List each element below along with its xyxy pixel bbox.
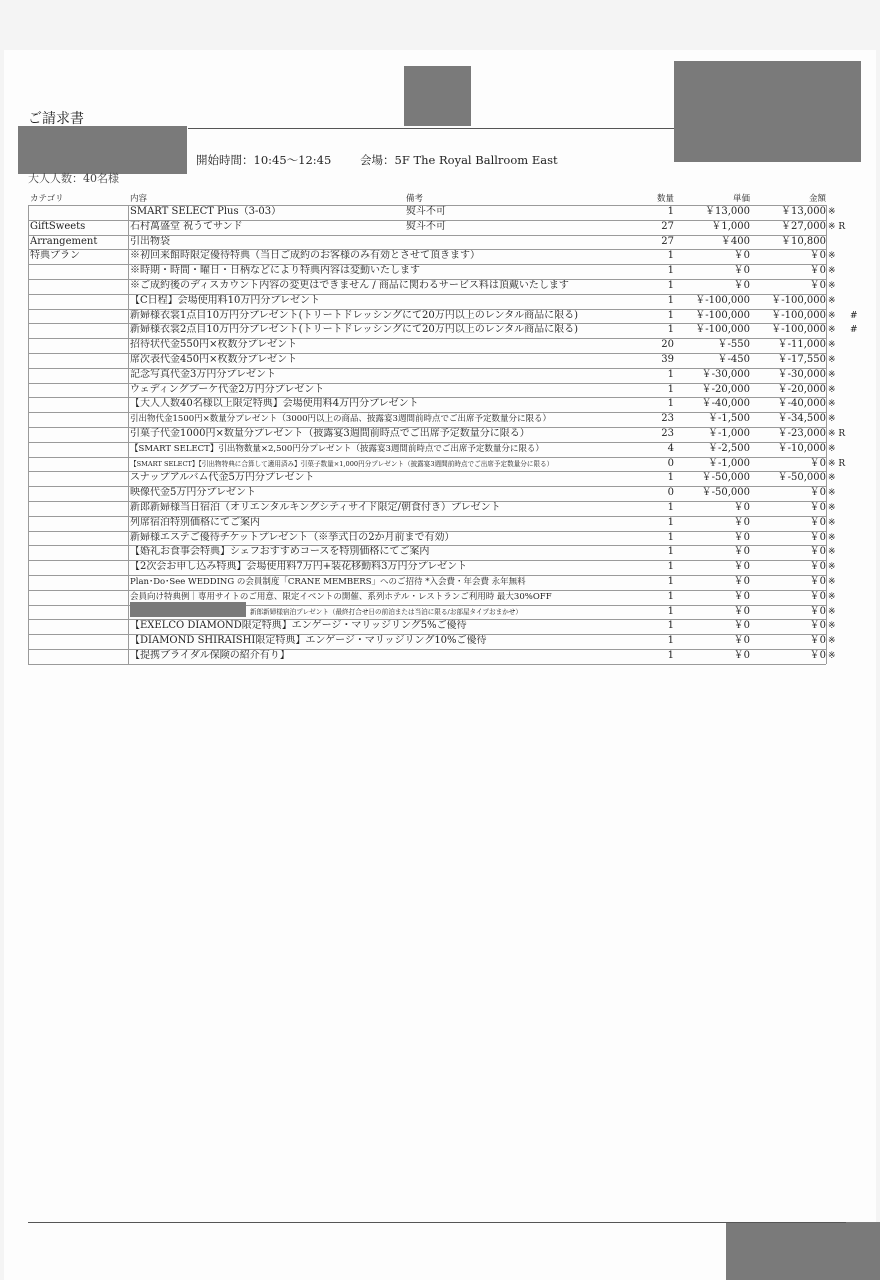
- row-mark: ※: [828, 266, 836, 277]
- row-amount: ￥0: [809, 575, 826, 587]
- header-qty: 数量: [656, 194, 674, 204]
- row-mark: ※: [828, 621, 836, 632]
- table-row: [28, 383, 850, 398]
- row-item: 引出物袋: [130, 235, 170, 247]
- row-flag: #: [850, 310, 858, 321]
- redaction-box-top-center: [404, 66, 471, 126]
- row-mark: ※: [828, 502, 836, 513]
- row-unit-price: ￥-30,000: [701, 368, 750, 380]
- table-row: [28, 575, 850, 590]
- table-row: [28, 501, 850, 516]
- row-item: ※ご成約後のディスカウント内容の変更はできません / 商品に関わるサービス料は頂戴いたします: [130, 279, 569, 291]
- row-amount: ￥27,000: [781, 220, 826, 232]
- row-qty: 1: [667, 635, 674, 647]
- row-qty: 39: [661, 353, 674, 365]
- row-amount: ￥-100,000: [771, 294, 826, 306]
- row-qty: 1: [667, 250, 674, 262]
- row-unit-price: ￥-100,000: [695, 324, 750, 336]
- header-unit: 単価: [732, 194, 750, 204]
- row-amount: ￥0: [809, 487, 826, 499]
- row-item: Plan･Do･See WEDDING の会員制度「CRANE MEMBERS」へのご招待 *入会費・年会費 永年無料: [130, 576, 526, 587]
- row-amount: ￥-20,000: [777, 383, 826, 395]
- row-amount: ￥0: [809, 546, 826, 558]
- row-amount: ￥10,800: [781, 235, 826, 247]
- row-mark: ※: [828, 251, 836, 262]
- table-row: [28, 264, 850, 279]
- row-mark: ※ R: [828, 458, 846, 469]
- row-qty: 1: [667, 294, 674, 306]
- row-mark: ※: [828, 280, 836, 291]
- row-amount: ￥0: [809, 250, 826, 262]
- row-amount: ￥-17,550: [777, 353, 826, 365]
- row-qty: 1: [667, 620, 674, 632]
- redaction-box-top-right: [674, 61, 861, 162]
- row-amount: ￥-100,000: [771, 324, 826, 336]
- row-item: 【提携ブライダル保険の紹介有り】: [130, 649, 290, 661]
- row-item: 【EXELCO DIAMOND限定特典】エンゲージ・マリッジリング5%ご優待: [130, 620, 467, 632]
- table-row: [28, 486, 850, 501]
- table-body: [28, 205, 858, 664]
- row-unit-price: ￥0: [733, 590, 750, 602]
- table-row: [28, 531, 850, 546]
- row-mark: ※: [828, 562, 836, 573]
- row-item: 新郎新婦様当日宿泊（オリエンタルキングシティサイド限定/朝食付き）プレゼント: [130, 501, 501, 513]
- row-amount: ￥0: [809, 605, 826, 617]
- row-item: 【大人人数40名様以上限定特典】会場使用料4万円分プレゼント: [130, 398, 419, 410]
- row-mark: ※: [828, 207, 836, 217]
- table-row: [28, 634, 850, 649]
- row-mark: ※: [828, 325, 836, 336]
- document-title: ご請求書: [28, 111, 84, 127]
- row-qty: 1: [667, 501, 674, 513]
- row-mark: ※: [828, 295, 836, 306]
- row-amount: ￥-50,000: [777, 472, 826, 484]
- row-category: Arrangement: [30, 235, 98, 247]
- table-row: [28, 338, 850, 353]
- row-mark: ※: [828, 532, 836, 543]
- row-unit-price: ￥-20,000: [701, 383, 750, 395]
- event-time: 開始時間：10:45～12:45: [196, 153, 332, 167]
- row-mark: ※: [828, 547, 836, 558]
- row-flag: #: [850, 325, 858, 336]
- row-item: ウェディングブーケ代金2万円分プレゼント: [130, 383, 325, 395]
- row-qty: 1: [667, 398, 674, 410]
- table-row: [28, 279, 850, 294]
- table-row: [28, 412, 850, 427]
- row-item: 会員向け特典例｜専用サイトのご用意、限定イベントの開催、系列ホテル・レストランご利用時 最大30%OFF: [130, 591, 552, 602]
- row-mark: ※: [828, 369, 836, 380]
- row-unit-price: ￥0: [733, 575, 750, 587]
- table-row: [28, 220, 850, 235]
- row-mark: ※: [828, 399, 836, 410]
- row-amount: ￥0: [809, 531, 826, 543]
- row-unit-price: ￥0: [733, 265, 750, 277]
- row-amount: ￥-34,500: [777, 413, 826, 425]
- row-amount: ￥0: [809, 649, 826, 661]
- row-item: 引出物代金1500円×数量分プレゼント（3000円以上の商品、披露宴3週間前時点でご出席予定数量分に限る）: [130, 414, 551, 425]
- row-unit-price: ￥-1,000: [707, 457, 750, 469]
- row-amount: ￥-10,000: [777, 442, 826, 454]
- row-amount: ￥0: [809, 635, 826, 647]
- row-amount: ￥0: [809, 501, 826, 513]
- redaction-box-row: [130, 602, 246, 617]
- row-unit-price: ￥0: [733, 561, 750, 573]
- row-qty: 27: [661, 220, 674, 232]
- row-item: ※時期・時間・曜日・日柄などにより特典内容は変動いたします: [130, 265, 420, 277]
- row-amount: ￥0: [809, 620, 826, 632]
- row-unit-price: ￥-100,000: [695, 309, 750, 321]
- row-mark: ※: [828, 443, 836, 454]
- header-category: カテゴリ: [30, 194, 64, 204]
- row-qty: 1: [667, 265, 674, 277]
- redaction-box-bottom-right: [726, 1222, 880, 1280]
- row-unit-price: ￥-50,000: [701, 487, 750, 499]
- row-mark: ※: [828, 488, 836, 499]
- row-item: 【婚礼お食事会特典】シェフおすすめコースを特別価格にてご案内: [130, 546, 430, 558]
- table-row: [28, 545, 850, 560]
- row-qty: 1: [667, 546, 674, 558]
- row-qty: 0: [667, 487, 674, 499]
- row-unit-price: ￥0: [733, 531, 750, 543]
- row-mark: ※: [828, 591, 836, 602]
- row-item: 新婦様衣裳2点目10万円分プレゼント(トリートドレッシングにて20万円以上のレンタル商品に限る): [130, 324, 579, 336]
- row-unit-price: ￥13,000: [705, 206, 750, 217]
- row-qty: 23: [661, 427, 674, 439]
- row-amount: ￥0: [809, 279, 826, 291]
- row-note: 熨斗不可: [406, 220, 446, 232]
- row-item: SMART SELECT Plus（3-03）: [130, 206, 282, 217]
- row-qty: 1: [667, 206, 674, 217]
- table-row: [28, 353, 850, 368]
- row-item: 映像代金5万円分プレゼント: [130, 487, 256, 499]
- table-row: [28, 560, 850, 575]
- row-mark: ※: [828, 354, 836, 365]
- row-amount: ￥-11,000: [777, 339, 826, 351]
- row-qty: 1: [667, 368, 674, 380]
- row-amount: ￥0: [809, 457, 826, 469]
- row-unit-price: ￥-550: [717, 339, 750, 351]
- row-mark: ※: [828, 650, 836, 661]
- row-unit-price: ￥-40,000: [701, 398, 750, 410]
- row-amount: ￥-30,000: [777, 368, 826, 380]
- row-item: 【C日程】会場使用料10万円分プレゼント: [130, 294, 320, 306]
- row-unit-price: ￥0: [733, 620, 750, 632]
- header-item: 内容: [130, 194, 148, 204]
- table-row: [28, 457, 850, 472]
- row-qty: 1: [667, 309, 674, 321]
- row-unit-price: ￥0: [733, 279, 750, 291]
- event-venue: 会場：5F The Royal Ballroom East: [360, 153, 558, 167]
- row-amount: ￥0: [809, 265, 826, 277]
- row-qty: 20: [661, 339, 674, 351]
- guest-count: 大人人数：40名様: [28, 172, 119, 185]
- table-row: [28, 294, 850, 309]
- row-qty: 1: [667, 590, 674, 602]
- table-row: [28, 397, 850, 412]
- row-item: 新郎新婦様宿泊プレゼント（最終打合せ日の前泊または当泊に限る/お部屋タイプおまかせ）: [250, 607, 522, 616]
- row-mark: ※: [828, 517, 836, 528]
- row-qty: 1: [667, 649, 674, 661]
- row-unit-price: ￥-2,500: [707, 442, 750, 454]
- row-unit-price: ￥400: [720, 235, 750, 247]
- row-qty: 4: [667, 442, 674, 454]
- row-item: 引菓子代金1000円×数量分プレゼント（披露宴3週間前時点でご出席予定数量分に限る）: [130, 427, 530, 439]
- row-category: 特典プラン: [30, 250, 80, 262]
- row-qty: 27: [661, 235, 674, 247]
- header-note: 備考: [406, 194, 424, 204]
- row-amount: ￥-100,000: [771, 309, 826, 321]
- table-row: [28, 442, 850, 457]
- row-qty: 1: [667, 279, 674, 291]
- row-qty: 0: [667, 457, 674, 469]
- row-mark: ※: [828, 606, 836, 617]
- row-qty: 1: [667, 605, 674, 617]
- row-mark: ※: [828, 340, 836, 351]
- table-row: [28, 249, 850, 264]
- footer-divider: [28, 1222, 846, 1223]
- header-amount: 金額: [808, 194, 826, 204]
- row-item: 【DIAMOND SHIRAISHI限定特典】エンゲージ・マリッジリング10%ご優待: [130, 635, 487, 647]
- row-item: 新婦様衣裳1点目10万円分プレゼント(トリートドレッシングにて20万円以上のレンタル商品に限る): [130, 309, 579, 321]
- row-amount: ￥-40,000: [777, 398, 826, 410]
- row-mark: ※ R: [828, 221, 846, 232]
- table-row: [28, 619, 850, 634]
- row-item: 石村萬盛堂 祝うてサンド: [130, 220, 243, 232]
- table-row: [28, 516, 850, 531]
- row-unit-price: ￥0: [733, 605, 750, 617]
- row-mark: ※: [828, 636, 836, 647]
- table-row: [28, 323, 858, 338]
- row-item: 【SMART SELECT】【引出物特典に合算して適用済み】引菓子数量×1,000円分プレゼント（披露宴3週間前時点でご出席予定数量分に限る）: [130, 459, 554, 468]
- row-item: 席次表代金450円×枚数分プレゼント: [130, 353, 298, 365]
- row-unit-price: ￥1,000: [711, 220, 750, 232]
- row-amount: ￥0: [809, 516, 826, 528]
- row-unit-price: ￥-50,000: [701, 472, 750, 484]
- row-unit-price: ￥0: [733, 649, 750, 661]
- row-qty: 1: [667, 324, 674, 336]
- row-unit-price: ￥0: [733, 546, 750, 558]
- invoice-table: [28, 193, 858, 664]
- row-item: 招待状代金550円×枚数分プレゼント: [130, 339, 298, 351]
- row-note: 熨斗不可: [406, 206, 446, 217]
- row-item: 列席宿泊特別価格にてご案内: [130, 516, 260, 528]
- row-item: 記念写真代金3万円分プレゼント: [130, 368, 276, 380]
- row-qty: 1: [667, 472, 674, 484]
- table-row: [28, 205, 850, 220]
- row-item: 【SMART SELECT】引出物数量×2,500円分プレゼント（披露宴3週間前時点でご出席予定数量分に限る）: [130, 443, 544, 454]
- row-qty: 1: [667, 516, 674, 528]
- table-row: [28, 649, 850, 664]
- row-unit-price: ￥-1,500: [707, 413, 750, 425]
- row-qty: 1: [667, 575, 674, 587]
- row-mark: ※ R: [828, 428, 846, 439]
- redaction-box-left: [18, 126, 187, 174]
- row-item: ※初回来館時限定優待特典（当日ご成約のお客様のみ有効とさせて頂きます）: [130, 250, 480, 262]
- row-item: スナップアルバム代金5万円分プレゼント: [130, 472, 315, 484]
- table-header: [28, 193, 850, 205]
- row-qty: 1: [667, 531, 674, 543]
- row-mark: ※: [828, 414, 836, 425]
- row-unit-price: ￥-100,000: [695, 294, 750, 306]
- title-divider: [188, 128, 674, 129]
- row-mark: ※: [828, 384, 836, 395]
- row-unit-price: ￥-1,000: [707, 427, 750, 439]
- row-mark: ※: [828, 310, 836, 321]
- row-unit-price: ￥-450: [717, 353, 750, 365]
- row-item: 新婦様エステご優待チケットプレゼント（※挙式日の2か月前まで有効）: [130, 531, 455, 543]
- row-item: 【2次会お申し込み特典】会場使用料7万円+装花移動料3万円分プレゼント: [130, 561, 468, 573]
- row-unit-price: ￥0: [733, 501, 750, 513]
- table-row: [28, 235, 850, 250]
- row-qty: 1: [667, 383, 674, 395]
- row-amount: ￥-23,000: [777, 427, 826, 439]
- table-row: [28, 309, 858, 324]
- table-row: [28, 368, 850, 383]
- table-row: [28, 471, 850, 486]
- row-unit-price: ￥0: [733, 635, 750, 647]
- row-unit-price: ￥0: [733, 516, 750, 528]
- row-category: GiftSweets: [30, 220, 86, 232]
- row-amount: ￥13,000: [781, 206, 826, 217]
- row-mark: ※: [828, 576, 836, 587]
- row-amount: ￥0: [809, 561, 826, 573]
- row-amount: ￥0: [809, 590, 826, 602]
- table-row: [28, 427, 850, 442]
- row-qty: 1: [667, 561, 674, 573]
- row-unit-price: ￥0: [733, 250, 750, 262]
- row-mark: ※: [828, 473, 836, 484]
- row-qty: 23: [661, 413, 674, 425]
